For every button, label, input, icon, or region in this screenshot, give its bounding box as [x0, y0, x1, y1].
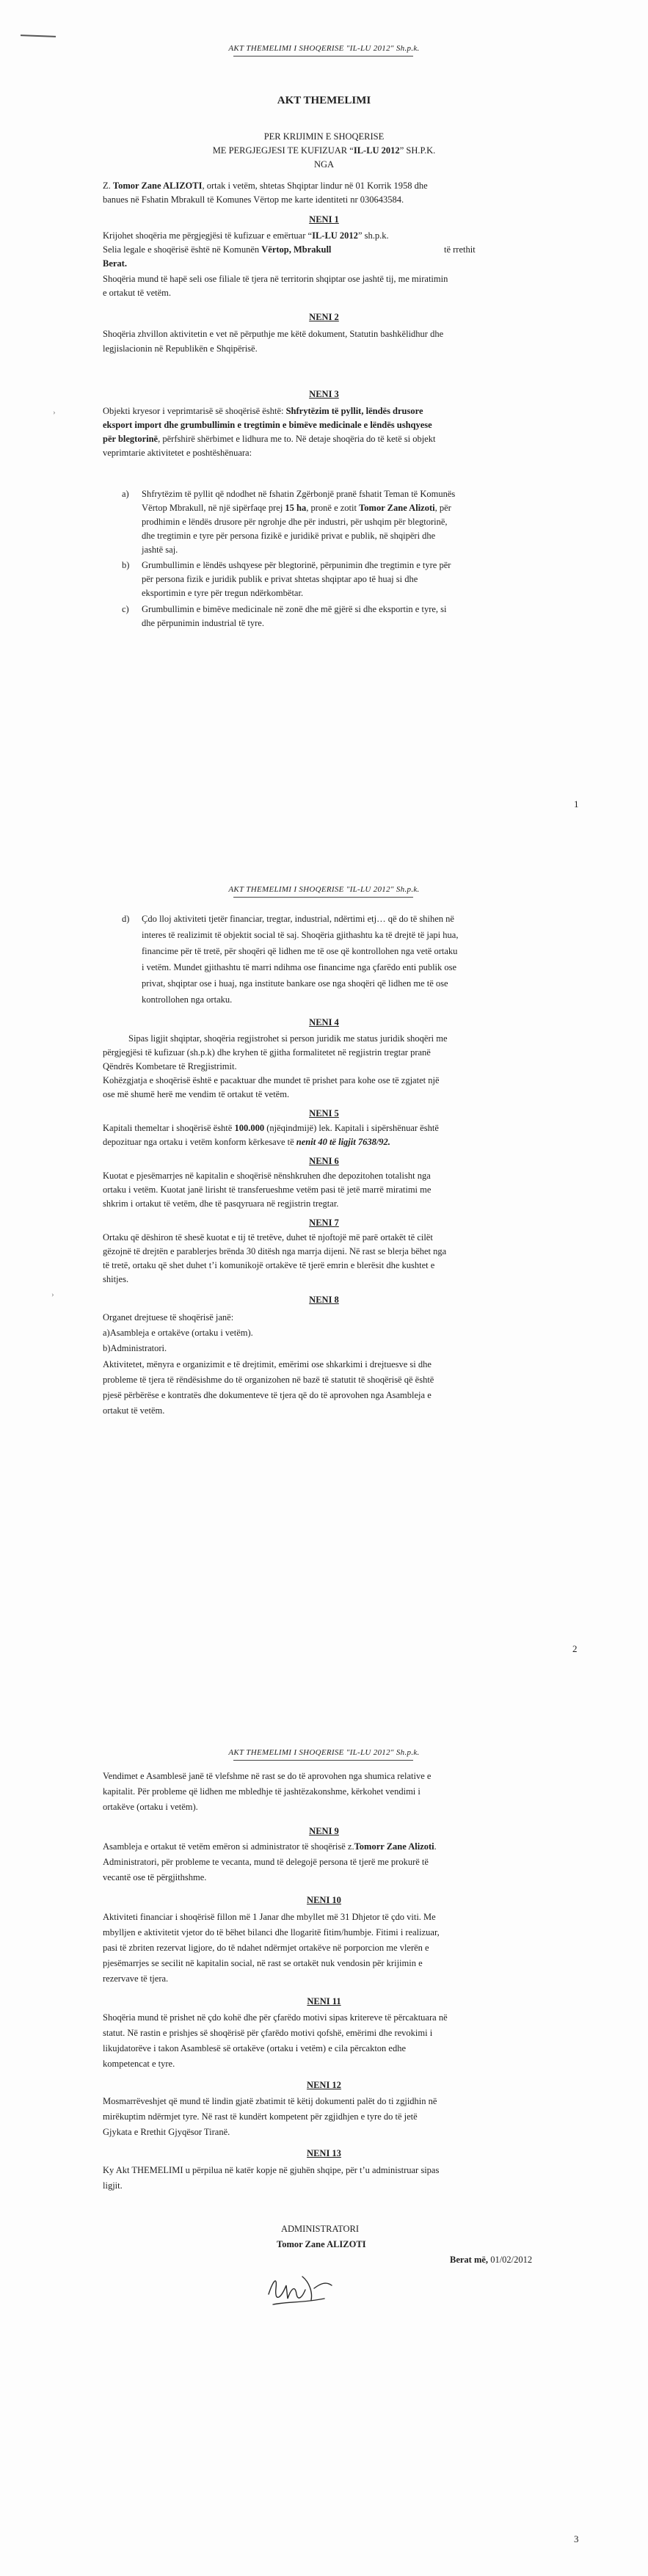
- list-item-b: Grumbullimin e lëndës ushqyese për blegtorinë, përpunimin dhe tregtimin e tyre për: [142, 560, 451, 570]
- header-rule: [233, 897, 413, 898]
- list-item-a: Vërtop Mbrakull, në një sipërfaqe prej 15 ha, pronë e zotit Tomor Zane Alizoti, për: [142, 503, 451, 513]
- article-6-heading: NENI 6: [309, 1156, 339, 1166]
- article-8-text: a)Asambleja e ortakëve (ortaku i vetëm).: [103, 1328, 253, 1338]
- article-10-heading: NENI 10: [307, 1895, 341, 1905]
- running-header: AKT THEMELIMI I SHOQERISE "IL-LU 2012" Sh.p.k.: [228, 1748, 420, 1757]
- article-1-text: të rrethit: [444, 244, 476, 255]
- document-page-3: [0, 1717, 648, 2576]
- list-item-d: i vetëm. Mundet gjithashtu të marri ndihma ose financime nga çfarëdo enti publik ose: [142, 962, 457, 972]
- article-1-text: Berat.: [103, 258, 127, 269]
- article-13-heading: NENI 13: [307, 2148, 341, 2158]
- scan-mark: ›: [51, 1290, 54, 1299]
- list-item-d: privat, shqiptar ose i huaj, nga institute bankare ose nga shoqëri që lidhen me të ose: [142, 978, 448, 989]
- list-item-a: Shfrytëzim të pyllit që ndodhet në fshatin Zgërbonjë pranë fshatit Teman të Komunës: [142, 489, 456, 499]
- article-1-heading: NENI 1: [309, 214, 339, 225]
- running-header: AKT THEMELIMI I SHOQERISE "IL-LU 2012" Sh.p.k.: [228, 44, 420, 53]
- article-3-text: për blegtorinë, përfshirë shërbimet e lidhura me to. Në detaje shoqëria do të ketë si objekt: [103, 434, 436, 444]
- article-3-heading: NENI 3: [309, 389, 339, 399]
- list-item-b: për persona fizik e juridik publik e privat shtetas shqiptar apo të huaj si dhe: [142, 574, 418, 584]
- article-9-heading: NENI 9: [309, 1826, 339, 1836]
- article-4-text: Kohëzgjatja e shoqërisë është e pacaktuar dhe mundet të prishet para kohe ose të zgjatet një: [103, 1075, 440, 1085]
- list-item-a: dhe tregtimin e tyre për persona fizikë e juridikë privat e publik, në shqipëri dhe: [142, 531, 436, 541]
- article-8-text: Organet drejtuese të shoqërisë janë:: [103, 1312, 234, 1322]
- list-item-d: kontrollohen nga ortaku.: [142, 994, 233, 1005]
- article-7-heading: NENI 7: [309, 1218, 339, 1228]
- intro-line-1: Z. Tomor Zane ALIZOTI, ortak i vetëm, shtetas Shqiptar lindur në 01 Korrik 1958 dhe: [103, 181, 428, 191]
- article-8-continued: kapitalit. Për probleme që lidhen me mbledhje të jashtëzakonshme, kërkohet vendimi i: [103, 1786, 421, 1797]
- list-marker-b: b): [122, 560, 130, 570]
- article-11-text: Shoqëria mund të prishet në çdo kohë dhe për çfarëdo motivi sipas kritereve të përcaktuara në: [103, 2012, 448, 2023]
- title-line-1: PER KRIJIMIN E SHOQERISE: [263, 131, 385, 142]
- article-10-text: Aktiviteti financiar i shoqërisë fillon më 1 Janar dhe mbyllet më 31 Dhjetor të çdo viti. Me: [103, 1912, 436, 1922]
- article-12-text: mirëkuptim ndërmjet tyre. Në rast të kundërt kompetent për zgjidhjen e tyre do të jetë: [103, 2111, 418, 2122]
- article-9-text: vecantë ose të përgjithshme.: [103, 1872, 207, 1882]
- article-13-text: ligjit.: [103, 2180, 123, 2191]
- article-3-text: Objekti kryesor i veprimtarisë së shoqërisë është: Shfrytëzim të pyllit, lëndës drusore: [103, 406, 423, 416]
- intro-line-2: banues në Fshatin Mbrakull të Komunes Vërtop me karte identiteti nr 030643584.: [103, 194, 404, 205]
- article-8-continued: Vendimet e Asamblesë janë të vlefshme në rast se do të aprovohen nga shumica relative e: [103, 1771, 432, 1781]
- list-item-a: jashtë saj.: [142, 545, 178, 555]
- page-number: 3: [574, 2533, 579, 2544]
- article-8-text: probleme të tjera të rëndësishme do të organizohen në bazë të statutit të shoqërisë që është: [103, 1375, 434, 1385]
- document-page-2: [0, 859, 648, 1717]
- article-10-text: pasi të zbriten rezervat ligjore, do të ndahet ndërmjet ortakëve në porporcion me vlerën e: [103, 1943, 429, 1953]
- article-9-text: Administratori, për probleme te vecanta, mund të delegojë persona të tjerë me prokurë të: [103, 1857, 429, 1867]
- article-10-text: mbylljen e aktivitetit vjetor do të bëhet bilanci dhe llogaritë fitim/humbje. Fitimi i realizuar,: [103, 1927, 440, 1938]
- scan-mark: [21, 34, 56, 37]
- article-4-text: ose më shumë herë me vendim të ortakut të vetëm.: [103, 1089, 290, 1099]
- article-12-text: Mosmarrëveshjet që mund të lindin gjatë zbatimit të këtij dokumenti palët do ti zgjidhin në: [103, 2096, 437, 2106]
- article-5-heading: NENI 5: [309, 1108, 339, 1118]
- article-5-text: depozituar nga ortaku i vetëm konform kërkesave të nenit 40 të ligjit 7638/92.: [103, 1137, 390, 1147]
- article-1-text: e ortakut të vetëm.: [103, 288, 172, 298]
- article-12-text: Gjykata e Rrethit Gjyqësor Tiranë.: [103, 2127, 230, 2137]
- article-7-text: Ortaku që dëshiron të shesë kuotat e tij të tretëve, duhet të njoftojë më parë ortakët të cilët: [103, 1232, 433, 1242]
- article-7-text: shitjes.: [103, 1274, 129, 1284]
- page-number: 2: [572, 1643, 578, 1654]
- article-8-continued: ortakëve (ortaku i vetëm).: [103, 1802, 198, 1812]
- document-title: AKT THEMELIMI: [277, 95, 371, 106]
- header-rule: [233, 1760, 413, 1761]
- article-3-text: eksport import dhe grumbullimin e tregtimin e bimëve medicinale e lëndës ushqyese: [103, 420, 432, 430]
- article-4-text: përgjegjësi të kufizuar (sh.p.k) dhe kryhen të gjitha formalitetet në regjistrin tregtar pranë: [103, 1047, 431, 1058]
- list-item-a: prodhimin e lëndës drusore për ngrohje dhe për industri, për ushqim për blegtorinë,: [142, 517, 448, 527]
- list-marker-c: c): [122, 604, 129, 614]
- place-date: Berat më, 01/02/2012: [450, 2255, 533, 2265]
- list-item-c: Grumbullimin e bimëve medicinale në zonë dhe më gjërë si dhe eksportin e tyre, si: [142, 604, 447, 614]
- article-11-text: likujdatorëve i takon Asamblesë së ortakëve (ortaku i vetëm) e cila përcakton edhe: [103, 2043, 407, 2053]
- article-6-text: ortaku i vetëm. Kuotat janë lirisht të transferueshme vetëm pasi të jetë marrë miratimi me: [103, 1185, 432, 1195]
- scan-mark: ›: [53, 408, 56, 417]
- page-number: 1: [574, 798, 579, 809]
- article-1-text: Selia legale e shoqërisë është në Komunën Vërtop, Mbrakull: [103, 244, 332, 255]
- article-2-heading: NENI 2: [309, 312, 339, 322]
- list-item-d: financime për të tretë, për shoqëri që lidhen me të ose që kontrollohen nga vetë ortaku: [142, 946, 458, 956]
- handwritten-signature: [258, 2268, 346, 2313]
- article-7-text: gëzojnë të drejtën e parablerjes brënda 30 ditësh nga marrja dijeni. Në rast se blerja bëhet nga: [103, 1246, 447, 1256]
- article-10-text: rezervave të tjera.: [103, 1973, 169, 1984]
- article-11-text: statut. Në rastin e prishjes së shoqërisë për çfarëdo motivi qofshë, emërimi dhe revokimi i: [103, 2028, 433, 2038]
- article-4-text: Sipas ligjit shqiptar, shoqëria regjistrohet si person juridik me status juridik shoqëri me: [128, 1033, 448, 1044]
- list-item-d: Çdo lloj aktiviteti tjetër financiar, tregtar, industrial, ndërtimi etj… që do të shihen në: [142, 914, 454, 924]
- document-page-1: [0, 0, 648, 859]
- article-10-text: pjesëmarrjes se secilit në kapitalin social, në rast se ortakët nuk vendosin për krijimin e: [103, 1958, 423, 1968]
- header-rule: [233, 56, 413, 57]
- article-4-heading: NENI 4: [309, 1017, 339, 1027]
- article-8-text: pjesë përbërëse e kontratës dhe dokumenteve të tjera që do të aprovohen nga Asambleja e: [103, 1390, 432, 1400]
- article-2-text: legjislacionin në Republikën e Shqipërisë.: [103, 343, 258, 354]
- article-11-text: kompetencat e tyre.: [103, 2059, 175, 2069]
- article-8-text: Aktivitetet, mënyra e organizimit e të drejtimit, emërimi ose shkarkimi i drejtuesve si dhe: [103, 1359, 432, 1369]
- administrator-title: ADMINISTRATORI: [281, 2224, 360, 2234]
- article-11-heading: NENI 11: [307, 1996, 341, 2006]
- title-nga: NGA: [313, 159, 335, 170]
- list-marker-d: d): [122, 914, 130, 924]
- article-8-text: ortakut të vetëm.: [103, 1405, 165, 1416]
- article-2-text: Shoqëria zhvillon aktivitetin e vet në përputhje me këtë dokument, Statutin bashkëlidhur dhe: [103, 329, 444, 339]
- article-1-text: Krijohet shoqëria me përgjegjësi të kufizuar e emërtuar “IL-LU 2012” sh.p.k.: [103, 230, 389, 241]
- article-5-text: Kapitali themeltar i shoqërisë është 100.000 (njëqindmijë) lek. Kapitali i sipërshënuar është: [103, 1123, 439, 1133]
- article-6-text: Kuotat e pjesëmarrjes në kapitalin e shoqërisë nënshkruhen dhe depozitohen totalisht nga: [103, 1171, 431, 1181]
- article-6-text: shkrim i ortakut të vetëm, dhe të pasqyruara në regjistrin tregtar.: [103, 1198, 339, 1209]
- article-4-text: Qëndrës Kombetare të Rregjistrimit.: [103, 1061, 237, 1071]
- administrator-name: Tomor Zane ALIZOTI: [277, 2239, 366, 2249]
- article-8-text: b)Administratori.: [103, 1343, 167, 1353]
- article-7-text: të tretë, ortaku që shet duhet t’i komunikojë ortakëve të tjerë emrin e blerësit dhe kushtet e: [103, 1260, 435, 1270]
- article-9-text: Asambleja e ortakut të vetëm emëron si administrator të shoqërisë z.Tomorr Zane Alizoti.: [103, 1841, 437, 1852]
- title-line-2: ME PERGJEGJESI TE KUFIZUAR “IL-LU 2012” SH.P.K.: [212, 145, 436, 156]
- article-1-text: Shoqëria mund të hapë seli ose filiale të tjera në territorin shqiptar ose jashtë tij, me miratimin: [103, 274, 448, 284]
- list-item-c: dhe përpunimin industrial të tyre.: [142, 618, 264, 628]
- running-header: AKT THEMELIMI I SHOQERISE "IL-LU 2012" Sh.p.k.: [228, 885, 420, 894]
- list-item-b: eksportimin e tyre për tregun ndërkombëtar.: [142, 588, 304, 598]
- list-marker-a: a): [122, 489, 129, 499]
- list-item-d: interes të realizimit të objektit social të saj. Shoqëria gjithashtu ka të drejtë të japi hua,: [142, 930, 459, 940]
- article-12-heading: NENI 12: [307, 2080, 341, 2090]
- article-8-heading: NENI 8: [309, 1295, 339, 1305]
- article-13-text: Ky Akt THEMELIMI u përpilua në katër kopje në gjuhën shqipe, për t’u administruar sipas: [103, 2165, 440, 2175]
- article-3-text: veprimtarie aktivitetet e poshtëshënuara:: [103, 448, 252, 458]
